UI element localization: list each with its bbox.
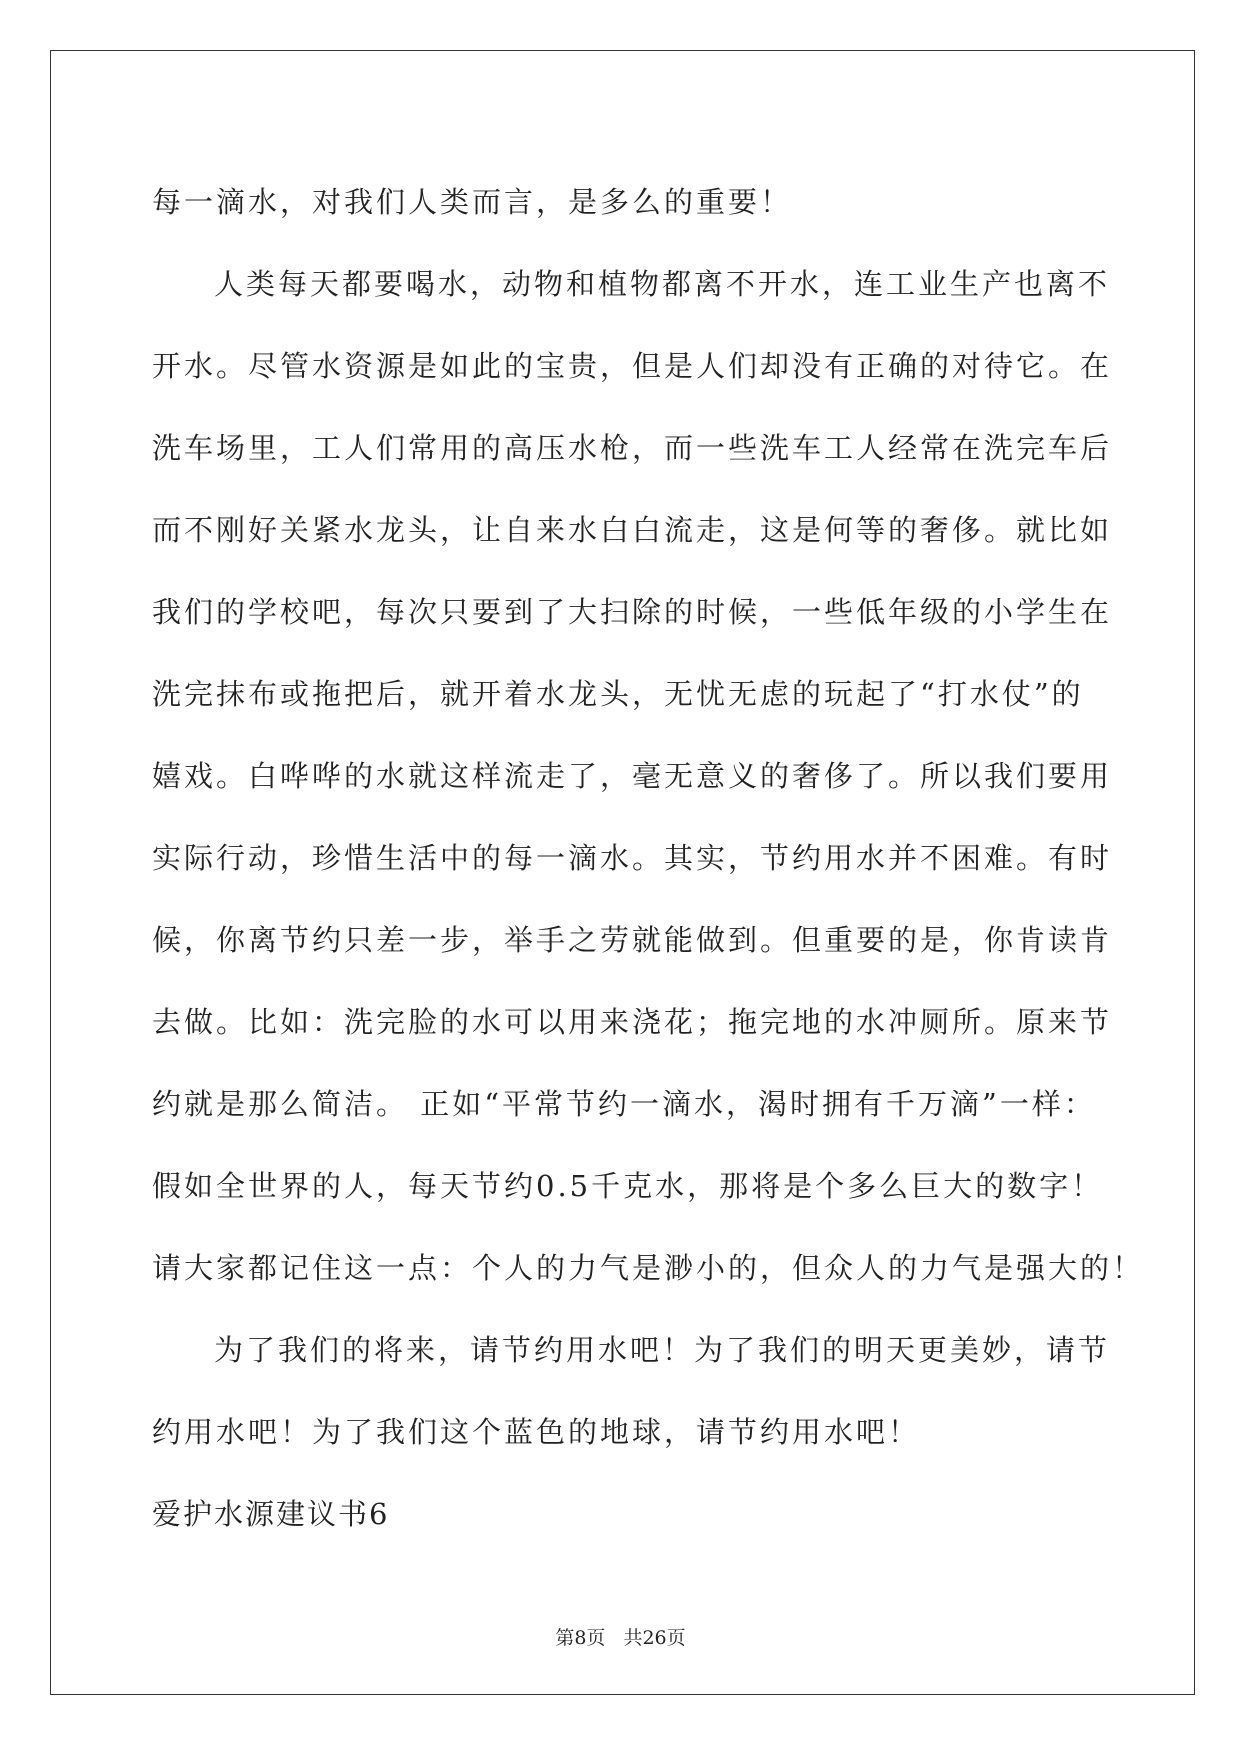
text-line: 开水。尽管水资源是如此的宝贵，但是人们却没有正确的对待它。在 [152,349,1113,383]
text-line: 候，你离节约只差一步，举手之劳就能做到。但重要的是，你肯读肯 [152,923,1113,957]
current-page-label: 第8页 [555,1627,606,1649]
text-line: 而不刚好关紧水龙头，让自来水白白流走，这是何等的奢侈。就比如 [152,513,1113,547]
text-line: 请大家都记住这一点：个人的力气是渺小的，但众人的力气是强大的！ [152,1251,1145,1285]
text-line: 实际行动，珍惜生活中的每一滴水。其实，节约用水并不困难。有时 [152,841,1113,875]
text-line: 嬉戏。白哗哗的水就这样流走了，毫无意义的奢侈了。所以我们要用 [152,759,1113,793]
document-body [152,161,1145,1555]
text-line: 假如全世界的人，每天节约0.5千克水，那将是个多么巨大的数字！ [152,1169,1104,1203]
text-line: 约就是那么简洁。 正如“平常节约一滴水，渴时拥有千万滴”一样： [152,1087,1096,1121]
text-line: 约用水吧！为了我们这个蓝色的地球，请节约用水吧！ [152,1415,921,1449]
text-line: 我们的学校吧，每次只要到了大扫除的时候，一些低年级的小学生在 [152,595,1113,629]
text-line: 为了我们的将来，请节约用水吧！为了我们的明天更美妙，请节 [214,1333,1111,1367]
text-line: 每一滴水，对我们人类而言，是多么的重要！ [152,185,793,219]
text-line: 洗车场里，工人们常用的高压水枪，而一些洗车工人经常在洗完车后 [152,431,1113,465]
section-heading: 爱护水源建议书6 [152,1497,390,1531]
text-line: 去做。比如：洗完脸的水可以用来浇花；拖完地的水冲厕所。原来节 [152,1005,1113,1039]
text-line: 洗完抹布或拖把后，就开着水龙头，无忧无虑的玩起了“打水仗”的 [152,677,1084,711]
page-footer [0,1623,1241,1650]
total-pages-label: 共26页 [623,1627,686,1649]
text-line: 人类每天都要喝水，动物和植物都离不开水，连工业生产也离不 [214,267,1111,301]
